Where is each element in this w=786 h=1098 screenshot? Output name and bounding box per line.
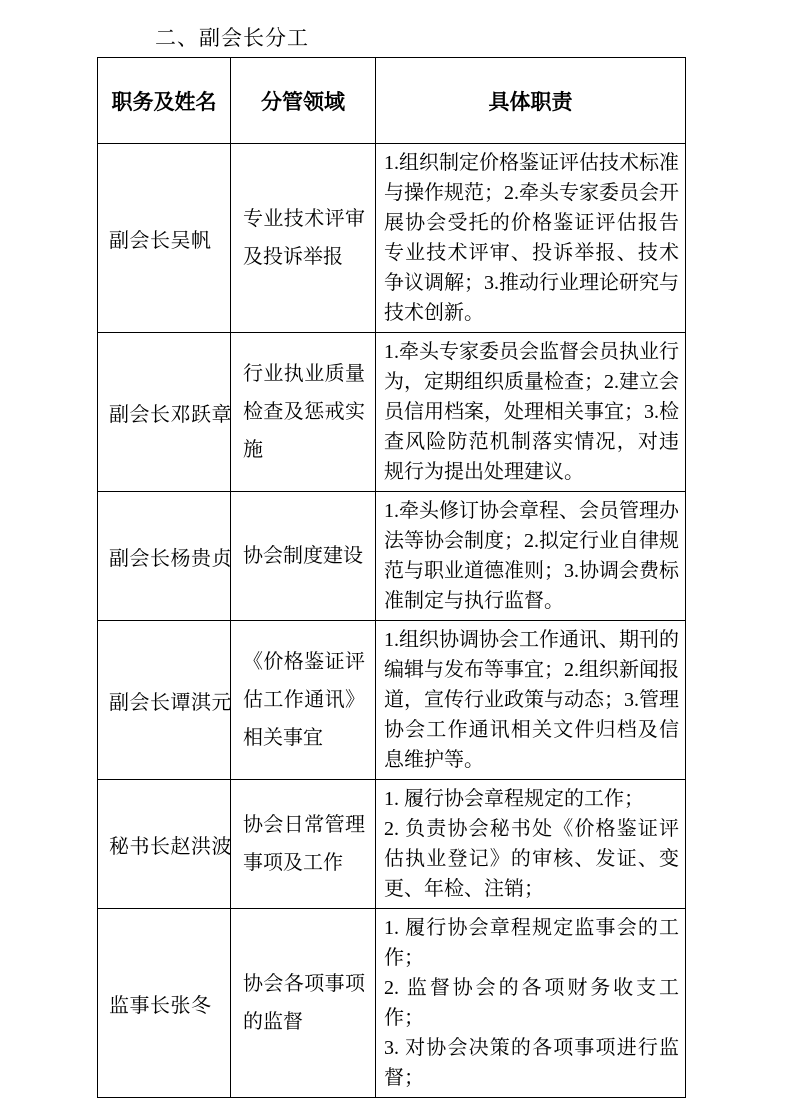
- area-cell: 协会各项事项的监督: [231, 909, 376, 1098]
- duty-paragraph: 1.组织协调协会工作通讯、期刊的编辑与发布等事宜；2.组织新闻报道，宣传行业政策与动态；3.管理协会工作通讯相关文件归档及信息维护等。: [384, 629, 679, 771]
- duty-paragraph: 1. 履行协会章程规定监事会的工作；: [384, 917, 679, 969]
- duty-paragraph: 3. 对协会决策的各项事项进行监督；: [384, 1037, 679, 1089]
- position-name-cell: 监事长张冬: [98, 909, 231, 1098]
- duties-cell: [376, 621, 686, 780]
- col-header-position-name: 职务及姓名: [98, 58, 231, 144]
- area-cell: 行业执业质量检查及惩戒实施: [231, 333, 376, 492]
- duties-cell: [376, 492, 686, 621]
- area-cell: 专业技术评审及投诉举报: [231, 144, 376, 333]
- col-header-area: 分管领域: [231, 58, 376, 144]
- area-cell: 协会制度建设: [231, 492, 376, 621]
- position-name-cell: 副会长邓跃章: [98, 333, 231, 492]
- col-header-duties: 具体职责: [376, 58, 686, 144]
- table-row: [98, 492, 686, 621]
- duties-cell: [376, 144, 686, 333]
- position-name-cell: 秘书长赵洪波: [98, 780, 231, 909]
- table-row: [98, 780, 686, 909]
- position-name-cell: 副会长谭淇元: [98, 621, 231, 780]
- duty-paragraph: 1.牵头修订协会章程、会员管理办法等协会制度；2.拟定行业自律规范与职业道德准则；3.协调会费标准制定与执行监督。: [384, 500, 679, 612]
- duty-paragraph: 2. 负责协会秘书处《价格鉴证评估执业登记》的审核、发证、变更、年检、注销；: [384, 818, 679, 900]
- table-header-row: [98, 58, 686, 144]
- table-row: [98, 909, 686, 1098]
- position-name-cell: 副会长杨贵贞: [98, 492, 231, 621]
- duty-paragraph: 2. 监督协会的各项财务收支工作；: [384, 977, 679, 1029]
- area-cell: 《价格鉴证评估工作通讯》相关事宜: [231, 621, 376, 780]
- duty-paragraph: 1. 履行协会章程规定的工作；: [384, 788, 644, 810]
- area-cell: 协会日常管理事项及工作: [231, 780, 376, 909]
- duties-table: [97, 57, 686, 1098]
- table-row: [98, 333, 686, 492]
- duties-cell: [376, 333, 686, 492]
- position-name-cell: 副会长吴帆: [98, 144, 231, 333]
- table-row: [98, 144, 686, 333]
- duties-cell: [376, 780, 686, 909]
- table-row: [98, 621, 686, 780]
- duties-cell: [376, 909, 686, 1098]
- duty-paragraph: 1.组织制定价格鉴证评估技术标准与操作规范；2.牵头专家委员会开展协会受托的价格鉴证评估报告专业技术评审、投诉举报、技术争议调解；3.推动行业理论研究与技术创新。: [384, 152, 679, 324]
- duty-paragraph: 1.牵头专家委员会监督会员执业行为，定期组织质量检查；2.建立会员信用档案，处理相关事宜；3.检查风险防范机制落实情况，对违规行为提出处理建议。: [384, 341, 679, 483]
- section-title: 二、副会长分工: [155, 26, 309, 50]
